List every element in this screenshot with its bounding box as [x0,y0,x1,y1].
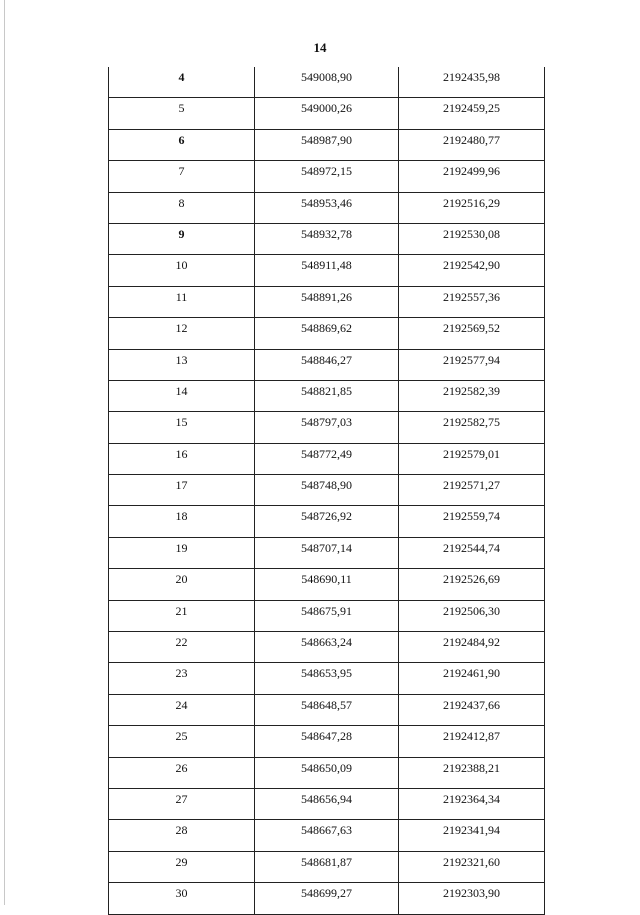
y-coordinate-cell: 2192530,08 [399,223,545,254]
y-coordinate-cell: 2192484,92 [399,632,545,663]
y-coordinate-cell: 2192542,90 [399,255,545,286]
x-coordinate-cell: 548972,15 [255,161,399,192]
x-coordinate-cell: 548675,91 [255,600,399,631]
point-number-cell: 4 [109,67,255,98]
x-coordinate-cell: 548911,48 [255,255,399,286]
point-number-cell: 28 [109,820,255,851]
y-coordinate-cell: 2192516,29 [399,192,545,223]
table-row [109,192,545,223]
x-coordinate-cell: 548891,26 [255,286,399,317]
x-coordinate-cell: 548869,62 [255,318,399,349]
table-row [109,506,545,537]
x-coordinate-cell: 548667,63 [255,820,399,851]
point-number-cell: 14 [109,380,255,411]
x-coordinate-cell: 548726,92 [255,506,399,537]
point-number-cell: 7 [109,161,255,192]
coordinates-table-body [109,67,545,914]
y-coordinate-cell: 2192544,74 [399,537,545,568]
point-number-cell: 11 [109,286,255,317]
point-number-cell: 16 [109,443,255,474]
table-row [109,600,545,631]
point-number-cell: 24 [109,694,255,725]
y-coordinate-cell: 2192569,52 [399,318,545,349]
x-coordinate-cell: 548953,46 [255,192,399,223]
page-number: 14 [313,40,327,55]
table-row [109,349,545,380]
table-row [109,820,545,851]
table-row [109,475,545,506]
y-coordinate-cell: 2192582,75 [399,412,545,443]
table-row [109,851,545,882]
table-row [109,757,545,788]
point-number-cell: 15 [109,412,255,443]
table-row [109,726,545,757]
point-number-cell: 12 [109,318,255,349]
left-margin-line [4,0,5,905]
y-coordinate-cell: 2192303,90 [399,883,545,914]
table-row [109,161,545,192]
x-coordinate-cell: 548656,94 [255,788,399,819]
y-coordinate-cell: 2192412,87 [399,726,545,757]
y-coordinate-cell: 2192579,01 [399,443,545,474]
y-coordinate-cell: 2192582,39 [399,380,545,411]
y-coordinate-cell: 2192437,66 [399,694,545,725]
point-number-cell: 10 [109,255,255,286]
y-coordinate-cell: 2192506,30 [399,600,545,631]
table-row [109,569,545,600]
point-number-cell: 19 [109,537,255,568]
table-row [109,255,545,286]
x-coordinate-cell: 548653,95 [255,663,399,694]
y-coordinate-cell: 2192577,94 [399,349,545,380]
point-number-cell: 23 [109,663,255,694]
table-row [109,632,545,663]
y-coordinate-cell: 2192435,98 [399,67,545,98]
point-number-cell: 5 [109,98,255,129]
y-coordinate-cell: 2192559,74 [399,506,545,537]
y-coordinate-cell: 2192571,27 [399,475,545,506]
point-number-cell: 22 [109,632,255,663]
x-coordinate-cell: 548748,90 [255,475,399,506]
point-number-cell: 27 [109,788,255,819]
x-coordinate-cell: 548648,57 [255,694,399,725]
table-row [109,443,545,474]
y-coordinate-cell: 2192461,90 [399,663,545,694]
y-coordinate-cell: 2192480,77 [399,129,545,160]
x-coordinate-cell: 548772,49 [255,443,399,474]
x-coordinate-cell: 548932,78 [255,223,399,254]
point-number-cell: 13 [109,349,255,380]
table-row [109,67,545,98]
y-coordinate-cell: 2192388,21 [399,757,545,788]
y-coordinate-cell: 2192557,36 [399,286,545,317]
x-coordinate-cell: 548650,09 [255,757,399,788]
x-coordinate-cell: 548821,85 [255,380,399,411]
table-row [109,788,545,819]
table-row [109,883,545,914]
table-row [109,663,545,694]
x-coordinate-cell: 548647,28 [255,726,399,757]
y-coordinate-cell: 2192459,25 [399,98,545,129]
y-coordinate-cell: 2192499,96 [399,161,545,192]
point-number-cell: 30 [109,883,255,914]
point-number-cell: 21 [109,600,255,631]
table-row [109,286,545,317]
point-number-cell: 26 [109,757,255,788]
coordinates-table [108,67,545,915]
point-number-cell: 18 [109,506,255,537]
x-coordinate-cell: 548699,27 [255,883,399,914]
y-coordinate-cell: 2192526,69 [399,569,545,600]
table-row [109,412,545,443]
x-coordinate-cell: 548663,24 [255,632,399,663]
point-number-cell: 9 [109,223,255,254]
x-coordinate-cell: 548690,11 [255,569,399,600]
x-coordinate-cell: 548987,90 [255,129,399,160]
table-row [109,223,545,254]
table-row [109,380,545,411]
table-row [109,318,545,349]
y-coordinate-cell: 2192341,94 [399,820,545,851]
table-row [109,98,545,129]
x-coordinate-cell: 548846,27 [255,349,399,380]
y-coordinate-cell: 2192321,60 [399,851,545,882]
point-number-cell: 29 [109,851,255,882]
x-coordinate-cell: 548797,03 [255,412,399,443]
point-number-cell: 20 [109,569,255,600]
point-number-cell: 25 [109,726,255,757]
point-number-cell: 17 [109,475,255,506]
point-number-cell: 8 [109,192,255,223]
x-coordinate-cell: 548707,14 [255,537,399,568]
table-row [109,537,545,568]
x-coordinate-cell: 549008,90 [255,67,399,98]
table-row [109,694,545,725]
y-coordinate-cell: 2192364,34 [399,788,545,819]
point-number-cell: 6 [109,129,255,160]
x-coordinate-cell: 549000,26 [255,98,399,129]
x-coordinate-cell: 548681,87 [255,851,399,882]
table-row [109,129,545,160]
